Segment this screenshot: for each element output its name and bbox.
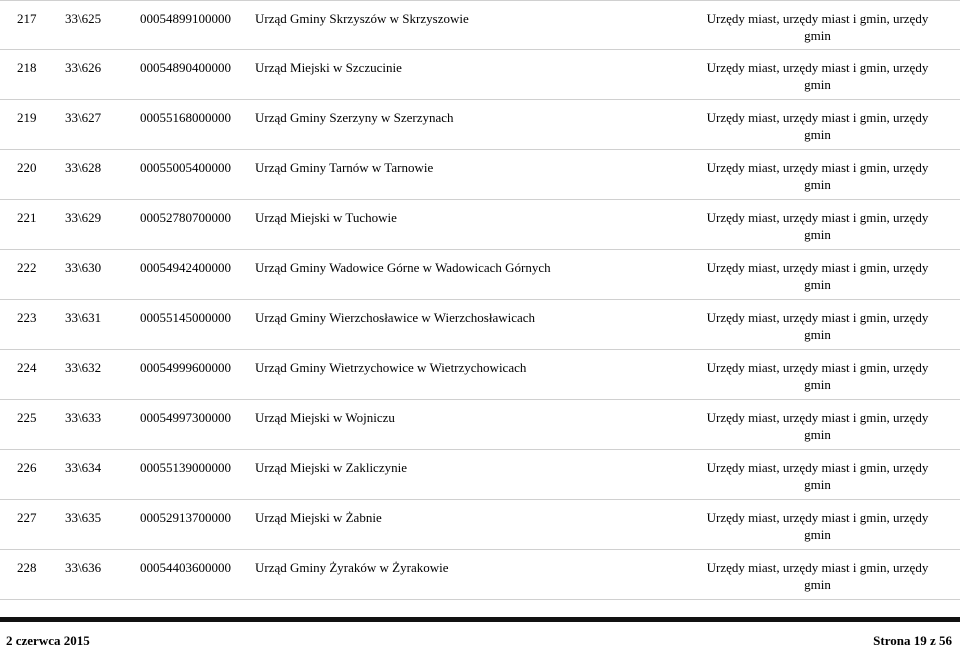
row-office-name: Urząd Miejski w Tuchowie [255, 210, 397, 225]
row-office-name: Urząd Miejski w Wojniczu [255, 410, 395, 425]
row-category: Urzędy miast, urzędy miast i gmin, urzędy gmin [706, 210, 929, 242]
row-office-name: Urząd Gminy Wierzchosławice w Wierzchosławicach [255, 310, 536, 325]
row-signature: 33\629 [65, 210, 102, 225]
row-number: 218 [17, 60, 37, 75]
row-office-name: Urząd Gminy Wietrzychowice w Wietrzychowicach [255, 360, 527, 375]
row-category: Urzędy miast, urzędy miast i gmin, urzędy gmin [706, 560, 929, 592]
row-number: 223 [17, 310, 37, 325]
row-category: Urzędy miast, urzędy miast i gmin, urzędy gmin [706, 60, 929, 92]
row-category: Urzędy miast, urzędy miast i gmin, urzędy gmin [706, 460, 929, 492]
table-row [0, 350, 960, 400]
row-number: 221 [17, 210, 37, 225]
row-signature: 33\631 [65, 310, 102, 325]
row-signature: 33\635 [65, 510, 102, 525]
row-number: 222 [17, 260, 37, 275]
table-row [0, 0, 960, 50]
row-number: 220 [17, 160, 37, 175]
row-category: Urzędy miast, urzędy miast i gmin, urzędy gmin [706, 410, 929, 442]
row-signature: 33\634 [65, 460, 102, 475]
row-regon: 00054890400000 [140, 60, 231, 75]
row-category: Urzędy miast, urzędy miast i gmin, urzędy gmin [706, 260, 929, 292]
row-office-name: Urząd Gminy Szerzyny w Szerzynach [255, 110, 454, 125]
row-regon: 00054403600000 [140, 560, 231, 575]
row-office-name: Urząd Gminy Skrzyszów w Skrzyszowie [255, 11, 469, 26]
row-office-name: Urząd Miejski w Żabnie [255, 510, 382, 525]
row-category: Urzędy miast, urzędy miast i gmin, urzędy gmin [706, 160, 929, 192]
table-row [0, 250, 960, 300]
footer-divider [0, 617, 960, 622]
row-number: 225 [17, 410, 37, 425]
row-regon: 00052913700000 [140, 510, 231, 525]
row-regon: 00055145000000 [140, 310, 231, 325]
row-regon: 00054942400000 [140, 260, 231, 275]
table-row [0, 100, 960, 150]
table-row [0, 550, 960, 600]
footer-page-number: Strona 19 z 56 [873, 633, 952, 648]
row-office-name: Urząd Gminy Tarnów w Tarnowie [255, 160, 434, 175]
table-row [0, 200, 960, 250]
table-row [0, 150, 960, 200]
row-category: Urzędy miast, urzędy miast i gmin, urzędy gmin [706, 360, 929, 392]
row-number: 228 [17, 560, 37, 575]
row-regon: 00054999600000 [140, 360, 231, 375]
row-number: 226 [17, 460, 37, 475]
row-number: 219 [17, 110, 37, 125]
row-office-name: Urząd Gminy Żyraków w Żyrakowie [255, 560, 449, 575]
row-number: 227 [17, 510, 37, 525]
row-category: Urzędy miast, urzędy miast i gmin, urzędy gmin [706, 310, 929, 342]
row-regon: 00052780700000 [140, 210, 231, 225]
row-category: Urzędy miast, urzędy miast i gmin, urzędy gmin [706, 510, 929, 542]
row-regon: 00055139000000 [140, 460, 231, 475]
row-signature: 33\633 [65, 410, 102, 425]
row-number: 224 [17, 360, 37, 375]
row-regon: 00055005400000 [140, 160, 231, 175]
row-regon: 00055168000000 [140, 110, 231, 125]
row-category: Urzędy miast, urzędy miast i gmin, urzędy gmin [706, 11, 929, 43]
row-signature: 33\627 [65, 110, 102, 125]
table-row [0, 50, 960, 100]
row-signature: 33\636 [65, 560, 102, 575]
table-row [0, 500, 960, 550]
row-signature: 33\628 [65, 160, 102, 175]
footer-date: 2 czerwca 2015 [6, 633, 90, 648]
row-office-name: Urząd Miejski w Zakliczynie [255, 460, 407, 475]
row-signature: 33\630 [65, 260, 102, 275]
row-regon: 00054899100000 [140, 11, 231, 26]
table-row [0, 400, 960, 450]
row-office-name: Urząd Gminy Wadowice Górne w Wadowicach Górnych [255, 260, 551, 275]
row-signature: 33\625 [65, 11, 102, 26]
row-signature: 33\632 [65, 360, 102, 375]
table-row [0, 300, 960, 350]
row-signature: 33\626 [65, 60, 102, 75]
row-office-name: Urząd Miejski w Szczucinie [255, 60, 402, 75]
row-category: Urzędy miast, urzędy miast i gmin, urzędy gmin [706, 110, 929, 142]
table-row [0, 450, 960, 500]
row-regon: 00054997300000 [140, 410, 231, 425]
row-number: 217 [17, 11, 37, 26]
